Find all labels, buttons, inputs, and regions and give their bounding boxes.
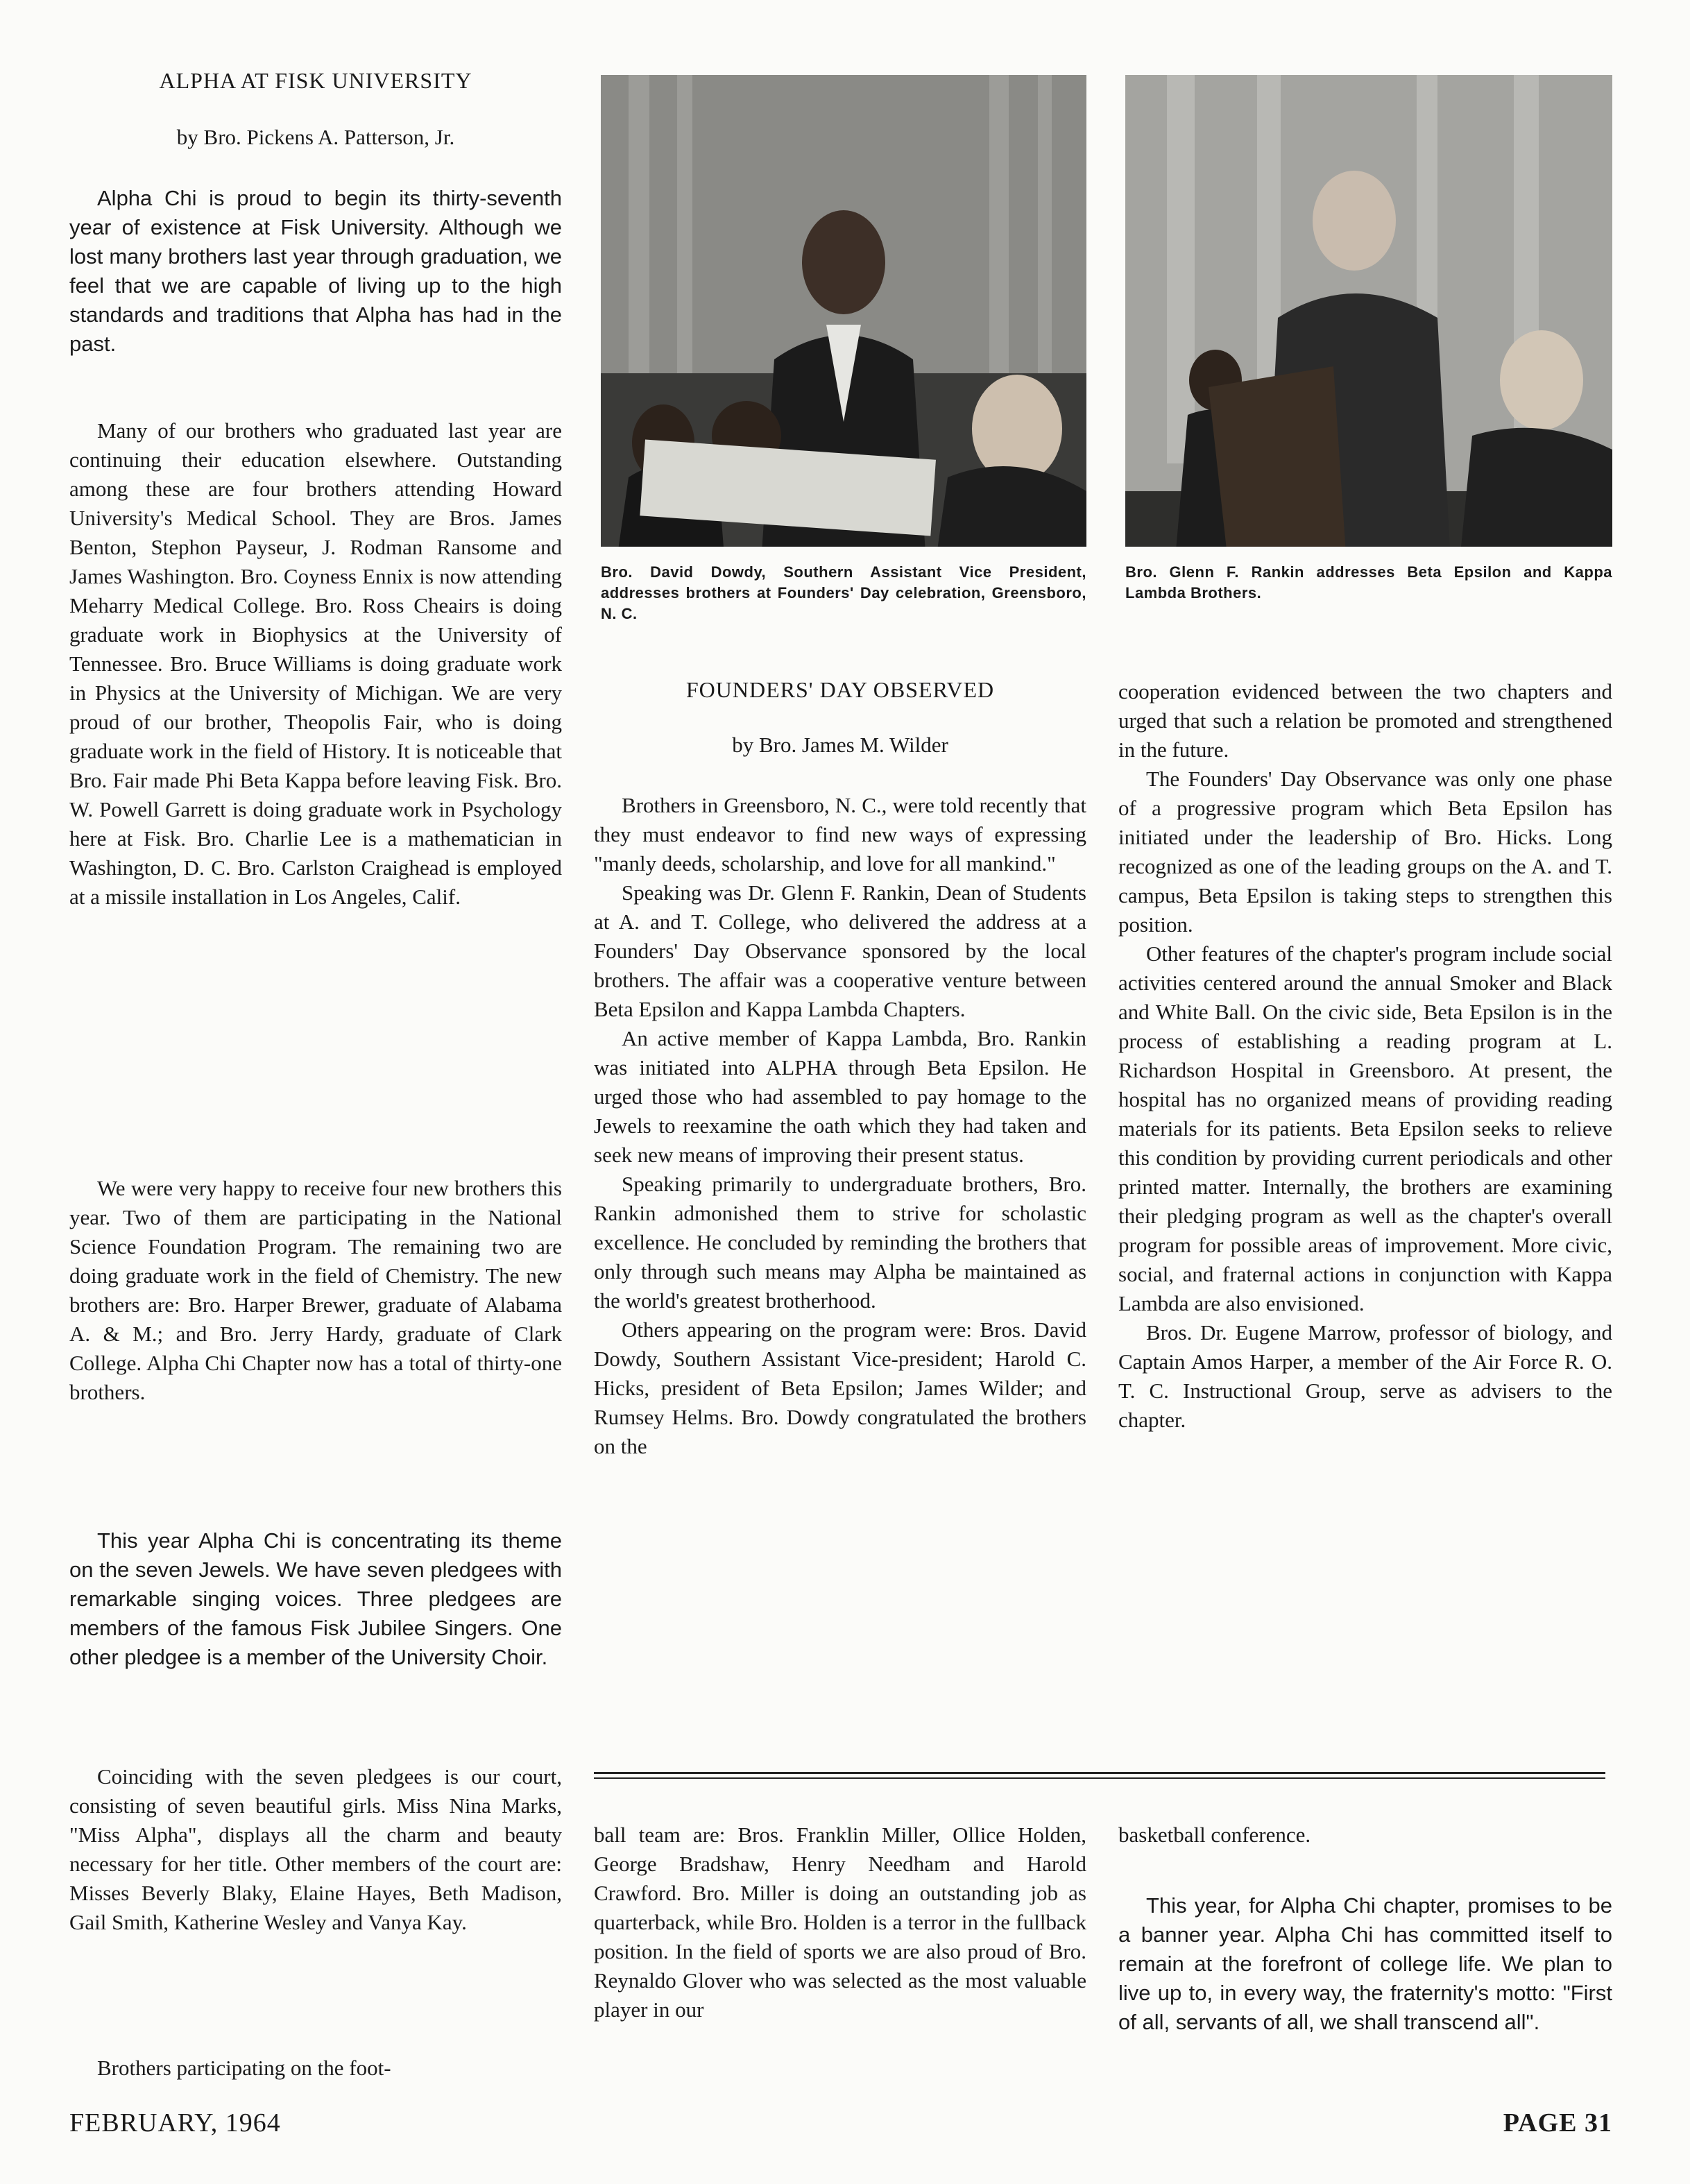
paragraph: This year, for Alpha Chi chapter, promises to be a banner year. Alpha Chi has committed itself to remain at the forefront of college life. We plan to live up to, in every way, the fraternity's motto: "First of all, servants of all, we shall transcend all". [1118,1893,1612,2034]
paragraph: Others appearing on the program were: Bros. David Dowdy, Southern Assistant Vice-president; Harold C. Hicks, president of Beta Epsilon; James Wilder; and Rumsey Helms. Bro. Dowdy congratulated the brothers on the [594,1317,1086,1458]
article-closing [1118,1891,1612,2037]
paragraph: cooperation evidenced between the two chapters and urged that such a relation be promoted and strengthened in the future. [1118,679,1612,762]
paragraph: Bros. Dr. Eugene Marrow, professor of biology, and Captain Amos Harper, a member of the Air Force R. O. T. C. Instructional Group, serve as advisers to the chapter. [1118,1320,1612,1432]
page-number: PAGE 31 [1503,2108,1612,2138]
article-body-col1 [69,1174,562,1407]
paragraph: Brothers in Greensboro, N. C., were told recently that they must endeavor to find new ways of expressing "manly deeds, scholarship, and love for all mankind." [594,793,1086,876]
paragraph: Coinciding with the seven pledgees is our court, consisting of seven beautiful girls. Miss Nina Marks, "Miss Alpha", displays all the charm and beauty necessary for her title. Other members of the court are: Misses Beverly Blaky, Elaine Hayes, Beth Madison, Gail Smith, Katherine Wesley and Vanya Kay. [69,1764,562,1934]
article-body-col1 [69,1526,562,1672]
article-body-col2 [594,791,1086,1461]
photo-rankin [1125,75,1612,547]
paragraph: basketball conference. [1118,1823,1311,1847]
photo-dowdy [601,75,1086,547]
paragraph: Speaking was Dr. Glenn F. Rankin, Dean of Students at A. and T. College, who delivered the address at a Founders' Day Observance sponsored by the local brothers. The affair was a cooperative venture between Beta Epsilon and Kappa Lambda Chapters. [594,880,1086,1021]
article-body-col1 [69,1762,562,1937]
photo-dowdy-image [601,75,1086,547]
article-continuation-col2 [594,1820,1086,2024]
article-byline: by Bro. Pickens A. Patterson, Jr. [176,125,455,149]
paragraph: This year Alpha Chi is concentrating its theme on the seven Jewels. We have seven pledgees with remarkable singing voices. Three pledgees are members of the famous Fisk Jubilee Singers. One other pledgee is a member of the University Choir. [69,1528,562,1669]
paragraph: An active member of Kappa Lambda, Bro. Rankin was initiated into ALPHA through Beta Epsilon. He urged those who had assembled to pay homage to the Jewels to reexamine the oath which they had taken and seek new means of improving their present status. [594,1026,1086,1167]
paragraph: Alpha Chi is proud to begin its thirty-seventh year of existence at Fisk University. Although we lost many brothers last year through graduation, we feel that we are capable of living up to the high standards and traditions that Alpha has had in the past. [69,186,562,356]
article-body-col1 [69,184,562,359]
section-divider [594,1772,1605,1774]
paragraph: We were very happy to receive four new brothers this year. Two of them are participating in the National Science Foundation Program. The remaining two are doing graduate work in the field of Chemistry. The new brothers are: Bro. Harper Brewer, graduate of Alabama A. & M.; and Bro. Jerry Hardy, graduate of Clark College. Alpha Chi Chapter now has a total of thirty-one brothers. [69,1176,562,1404]
article-title: ALPHA AT FISK UNIVERSITY [159,68,472,93]
section-divider [594,1777,1605,1779]
photo-rankin-image [1125,75,1612,547]
photo-caption-dowdy: Bro. David Dowdy, Southern Assistant Vice President, addresses brothers at Founders' Day celebration, Greensboro, N. C. [601,563,1086,622]
article-title: FOUNDERS' DAY OBSERVED [685,677,995,702]
article-body-col1 [69,2054,562,2083]
article-byline: by Bro. James M. Wilder [732,733,948,757]
paragraph: Speaking primarily to undergraduate brothers, Bro. Rankin admonished them to strive for scholastic excellence. He concluded by reminding the brothers that only through such means may Alpha be maintained as the world's greatest brotherhood. [594,1172,1086,1313]
paragraph: Other features of the chapter's program include social activities centered around the annual Smoker and Black and White Ball. On the civic side, Beta Epsilon is in the process of establishing a reading program at L. Richardson Hospital in Greensboro. At present, the hospital has no organized means of providing reading materials for its patients. Beta Epsilon seeks to relieve this condition by providing current periodicals and other printed matter. Internally, the brothers are examining their pledging program as well as the chapter's overall program for possible areas of improvement. More civic, social, and fraternal actions in conjunction with Kappa Lambda are also envisioned. [1118,941,1612,1315]
issue-date: FEBRUARY, 1964 [69,2108,281,2138]
article-body-col3 [1118,677,1612,1435]
paragraph: Brothers participating on the foot- [97,2056,391,2080]
photo-caption-rankin: Bro. Glenn F. Rankin addresses Beta Epsilon and Kappa Lambda Brothers. [1125,563,1612,602]
article-body-col1 [69,416,562,912]
paragraph: ball team are: Bros. Franklin Miller, Ollice Holden, George Bradshaw, Henry Needham and Harold Crawford. Bro. Miller is doing an outstanding job as quarterback, while Bro. Holden is a terror in the fullback position. In the field of sports we are also proud of Bro. Reynaldo Glover who was selected as the most valuable player in our [594,1823,1086,2022]
article-continuation-col3 [1118,1820,1612,1850]
paragraph: The Founders' Day Observance was only one phase of a progressive program which Beta Epsilon has initiated under the leadership of Bro. Hicks. Long recognized as one of the leading groups on the A. and T. campus, Beta Epsilon is taking steps to strengthen this position. [1118,767,1612,937]
paragraph: Many of our brothers who graduated last year are continuing their education elsewhere. Outstanding among these are four brothers attending Howard University's Medical School. They are Bros. James Benton, Stephon Payseur, J. Rodman Ransome and James Washington. Bro. Coyness Ennix is now attending Meharry Medical College. Bro. Ross Cheairs is doing graduate work in Biophysics at the University of Tennessee. Bro. Bruce Williams is doing graduate work in Physics at the University of Michigan. We are very proud of our brother, Theopolis Fair, who is doing graduate work in the field of History. It is noticeable that Bro. Fair made Phi Beta Kappa before leaving Fisk. Bro. W. Powell Garrett is doing graduate work in Psychology here at Fisk. Bro. Charlie Lee is a mathematician in Washington, D. C. Bro. Carlston Craighead is employed at a missile installation in Los Angeles, Calif. [69,418,562,909]
